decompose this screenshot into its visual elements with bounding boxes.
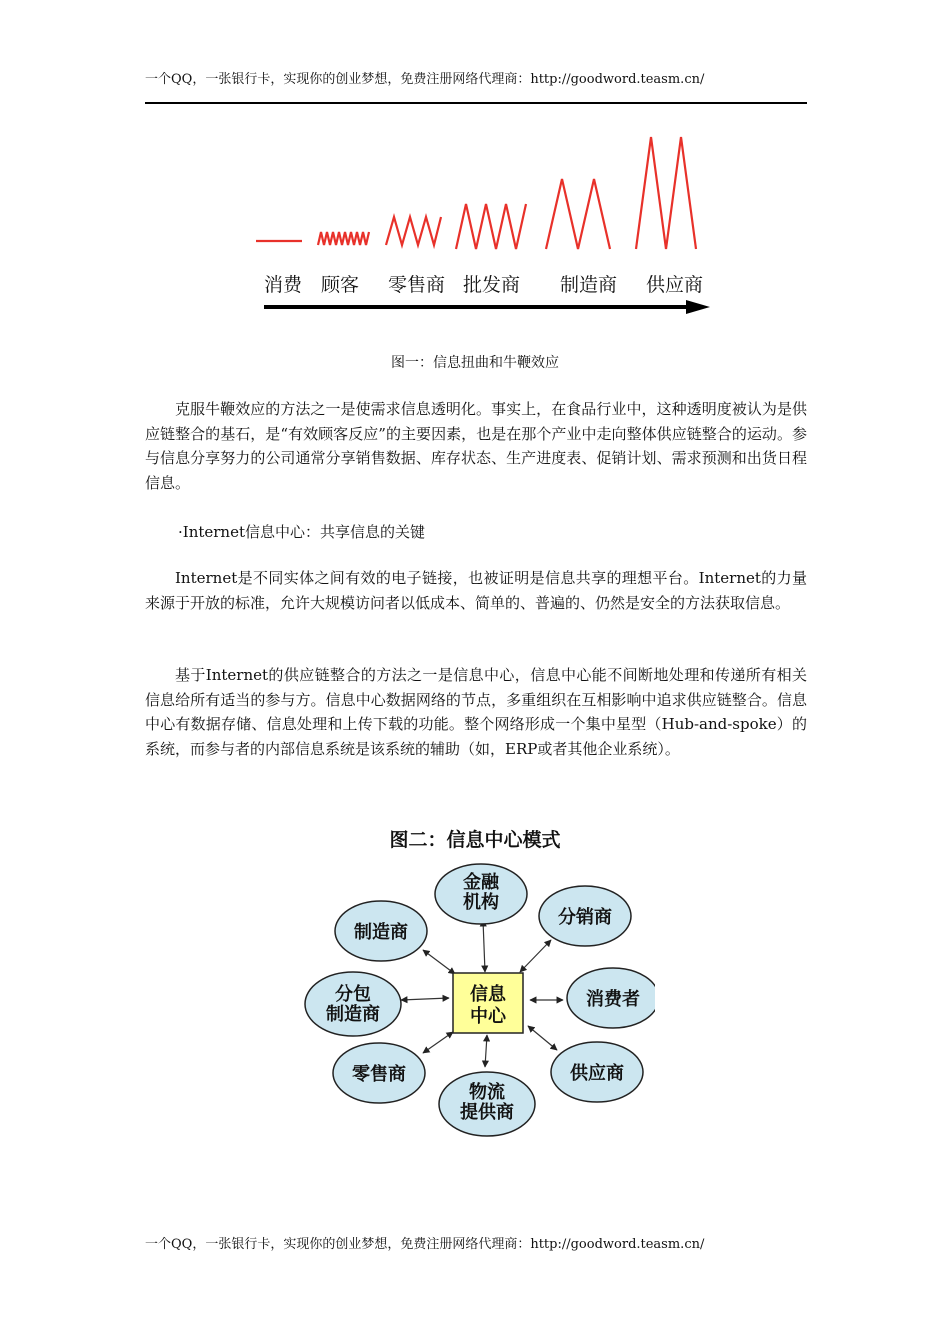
page-footer: 一个QQ，一张银行卡，实现你的创业梦想，免费注册网络代理商：http://goodword.teasm.cn/ (145, 1237, 705, 1252)
figure2-title: 图二：信息中心模式 (389, 829, 561, 851)
link-supplier (528, 1026, 557, 1050)
info-hub-figure (295, 820, 655, 1150)
link-distributor (520, 940, 551, 972)
wholesaler-wave (456, 204, 526, 249)
header-rule (145, 102, 807, 104)
node-logistics-line2: 提供商 (460, 1102, 514, 1123)
link-retailer (423, 1032, 453, 1053)
hub-box (453, 973, 523, 1033)
node-manufacturer (335, 901, 427, 961)
retailer-wave (386, 217, 441, 245)
stage-label-customer: 顾客 (321, 274, 360, 296)
paragraph-info-hub: 基于Internet的供应链整合的方法之一是信息中心，信息中心能不间断地处理和传递所有相关信息给所有适当的参与方。信息中心数据网络的节点，多重组织在互相影响中追求供应链整合。信息中心有数据存储、信息处理和上传下载的功能。整个网络形成一个集中星型（Hub-and-spoke）的系统，而参与者的内部信息系统是该系统的辅助（如，ERP或者其他企业系统）。 (145, 666, 807, 758)
flow-arrow-head (686, 300, 710, 314)
bullet-internet-hub: ·Internet信息中心：共享信息的关键 (178, 523, 425, 541)
link-finance (483, 920, 485, 972)
node-finance-line1: 金融 (463, 872, 499, 893)
stage-label-retailer: 零售商 (388, 274, 446, 296)
node-logistics-line1: 物流 (469, 1082, 505, 1103)
stage-label-supplier: 供应商 (646, 274, 704, 296)
page-header: 一个QQ，一张银行卡，实现你的创业梦想，免费注册网络代理商：http://goodword.teasm.cn/ (145, 72, 705, 87)
node-finance (435, 864, 527, 924)
supplier-wave (636, 137, 696, 249)
stage-label-wholesaler: 批发商 (463, 274, 521, 296)
customer-wave (318, 232, 369, 245)
node-subcontract (305, 972, 401, 1036)
hub-label-line2: 中心 (470, 1006, 506, 1027)
stage-label-manufacturer: 制造商 (560, 274, 618, 296)
node-distributor (539, 886, 631, 946)
link-logistics (485, 1035, 487, 1067)
node-logistics (439, 1072, 535, 1136)
node-consumer (567, 968, 655, 1028)
node-retailer (333, 1043, 425, 1103)
bullwhip-figure (250, 125, 720, 325)
node-subcontract-line2: 制造商 (326, 1004, 380, 1025)
paragraph-internet: Internet是不同实体之间有效的电子链接，也被证明是信息共享的理想平台。Internet的力量来源于开放的标准，允许大规模访问者以低成本、简单的、普遍的、仍然是安全的方法获取信息。 (145, 569, 807, 612)
link-subcontract (401, 998, 449, 1000)
manufacturer-wave (546, 179, 610, 249)
node-supplier (551, 1042, 643, 1102)
link-manufacturer (423, 950, 455, 974)
node-distributor-line1: 分销商 (558, 907, 612, 928)
node-finance-line2: 机构 (463, 892, 499, 913)
paragraph-transparency: 克服牛鞭效应的方法之一是使需求信息透明化。事实上，在食品行业中，这种透明度被认为是供应链整合的基石，是“有效顾客反应”的主要因素，也是在那个产业中走向整体供应链整合的运动。参与信息分享努力的公司通常分享销售数据、库存状态、生产进度表、促销计划、需求预测和出货日程信息。 (145, 400, 807, 492)
node-retailer-line1: 零售商 (352, 1064, 406, 1085)
node-supplier-line1: 供应商 (570, 1063, 624, 1084)
stage-label-consumer: 消费 (264, 274, 303, 296)
node-consumer-line1: 消费者 (586, 989, 640, 1010)
figure1-caption: 图一：信息扭曲和牛鞭效应 (391, 355, 559, 371)
node-manufacturer-line1: 制造商 (354, 922, 408, 943)
node-subcontract-line1: 分包 (335, 984, 371, 1005)
hub-label-line1: 信息 (470, 984, 506, 1005)
